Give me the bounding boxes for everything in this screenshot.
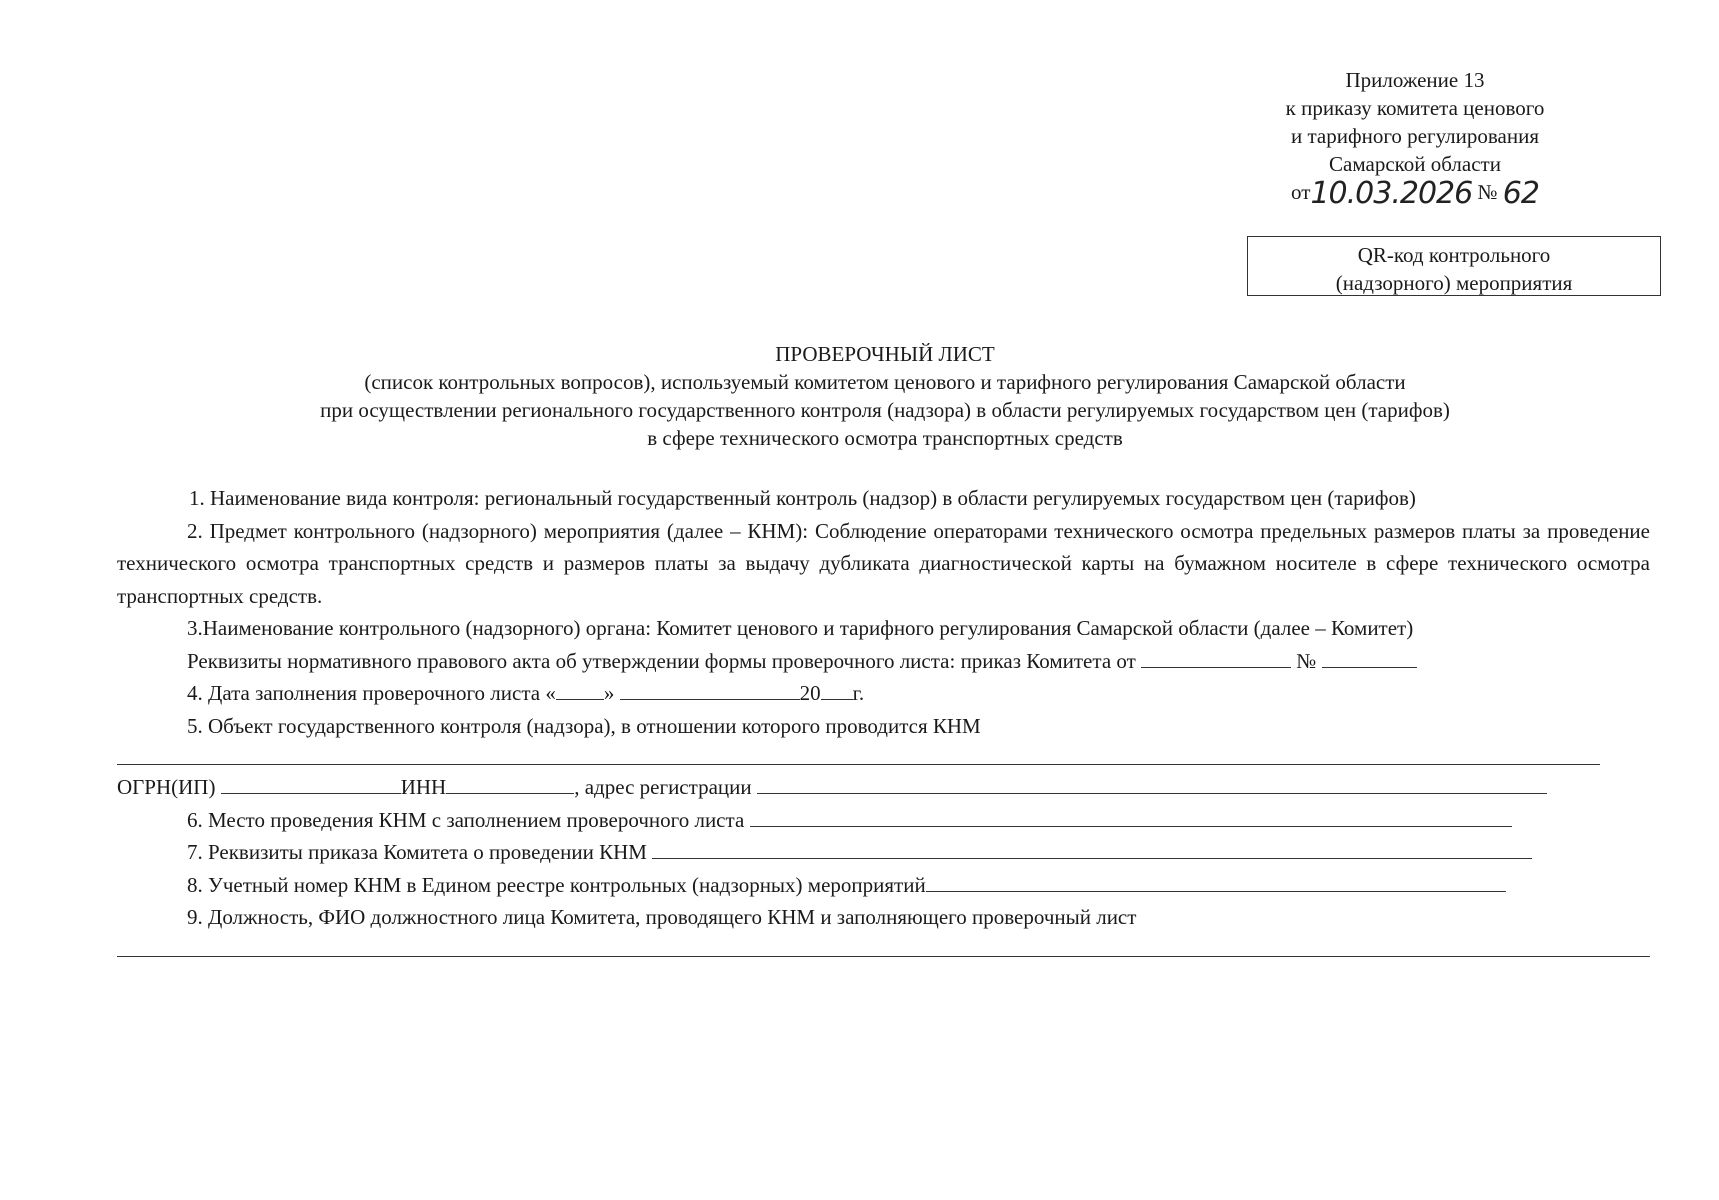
- appendix-line-3: и тарифного регулирования: [1291, 124, 1539, 148]
- appendix-line-4: Самарской области: [1329, 152, 1501, 176]
- fill-day-field[interactable]: [556, 679, 604, 700]
- item-3: 3.Наименование контрольного (надзорного) органа: Комитет ценового и тарифного регулирования Самарской области (далее – Комитет): [187, 616, 1414, 640]
- document-title: [120, 340, 1650, 452]
- item-4-quote-close: »: [603, 681, 615, 705]
- ogrn-field[interactable]: [221, 773, 401, 794]
- handwritten-number: 62: [1502, 176, 1539, 211]
- title-line-2: при осуществлении регионального государственного контроля (надзора) в области регулируемых государством цен (тарифов): [320, 398, 1450, 422]
- item-8: [117, 869, 1650, 902]
- appendix-header: [1230, 66, 1600, 211]
- inn-field[interactable]: [446, 773, 574, 794]
- qr-label-line-1: QR-код контрольного: [1357, 243, 1551, 267]
- document-body: [117, 482, 1650, 963]
- item-2: 2. Предмет контрольного (надзорного) мероприятия (далее – КНМ): Соблюдение операторами технического осмотра предельных размеров платы за проведение технического осмотра транспортных средств и размеров платы за выдачу дубликата диагностической карты на бумажном носителе в сфере технического осмотра транспортных средств.: [117, 518, 1650, 608]
- number-label: №: [1477, 180, 1498, 204]
- item-4-label: 4. Дата заполнения проверочного листа «: [187, 681, 556, 705]
- control-object-field[interactable]: [117, 742, 1600, 765]
- official-name-field[interactable]: [117, 934, 1650, 957]
- requisites-number-label: №: [1296, 648, 1317, 673]
- title-line-3: в сфере технического осмотра транспортных средств: [647, 426, 1123, 450]
- inn-label: ИНН: [400, 775, 447, 799]
- item-6: [117, 804, 1650, 837]
- qr-code-box: [1247, 236, 1661, 296]
- fill-year-field[interactable]: [821, 679, 853, 700]
- item-4-year-suffix: г.: [852, 681, 865, 705]
- ogrn-label: ОГРН(ИП): [117, 775, 216, 799]
- item-4-century: 20: [799, 681, 821, 705]
- item-4: [117, 677, 1650, 710]
- handwritten-date: 10.03.2026: [1310, 176, 1473, 211]
- appendix-date-line: [1230, 176, 1600, 211]
- from-label: от: [1291, 180, 1311, 204]
- title-heading: ПРОВЕРОЧНЫЙ ЛИСТ: [775, 342, 995, 366]
- appendix-line-2: к приказу комитета ценового: [1285, 96, 1545, 120]
- fill-month-field[interactable]: [620, 679, 800, 700]
- place-field[interactable]: [750, 806, 1512, 827]
- title-line-1: (список контрольных вопросов), используемый комитетом ценового и тарифного регулирования Самарской области: [364, 370, 1406, 394]
- item-9: 9. Должность, ФИО должностного лица Комитета, проводящего КНМ и заполняющего проверочный лист: [187, 905, 1137, 929]
- registry-number-field[interactable]: [926, 871, 1506, 892]
- requisites-date-field[interactable]: [1141, 647, 1291, 668]
- requisites-line: [117, 645, 1650, 678]
- requisites-number-field[interactable]: [1322, 647, 1417, 668]
- address-label: , адрес регистрации: [574, 775, 752, 799]
- appendix-title: Приложение 13: [1345, 68, 1485, 92]
- qr-label-line-2: (надзорного) мероприятия: [1335, 271, 1573, 295]
- ogrn-line: [117, 771, 1650, 804]
- item-5: 5. Объект государственного контроля (надзора), в отношении которого проводится КНМ: [187, 713, 981, 738]
- order-requisites-field[interactable]: [652, 838, 1532, 859]
- item-8-label: 8. Учетный номер КНМ в Едином реестре контрольных (надзорных) мероприятий: [187, 872, 926, 897]
- address-field[interactable]: [757, 773, 1547, 794]
- item-7-label: 7. Реквизиты приказа Комитета о проведении КНМ: [187, 840, 647, 864]
- item-7: [117, 836, 1650, 869]
- item-6-label: 6. Место проведения КНМ с заполнением проверочного листа: [187, 807, 745, 832]
- item-1: 1. Наименование вида контроля: региональный государственный контроль (надзор) в области регулируемых государством цен (тарифов): [189, 486, 1416, 510]
- requisites-label: Реквизиты нормативного правового акта об утверждении формы проверочного листа: приказ Комитета от: [187, 648, 1136, 673]
